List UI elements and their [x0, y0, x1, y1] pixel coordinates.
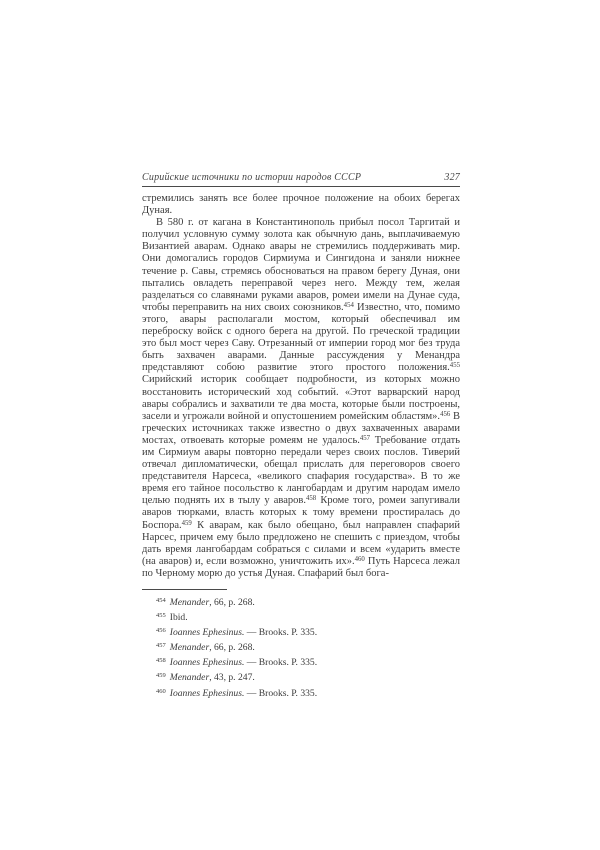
cited-work: Menander — [169, 642, 210, 654]
footnote — [142, 654, 460, 669]
text-run: , 43, p. 247. — [209, 672, 255, 684]
text-run: В греческих источниках также известно о двух захваченных аварами мостах, отвоевать которые ромеям не удалось. — [142, 410, 460, 446]
footnote-ref: 454 — [343, 301, 354, 309]
page-number: 327 — [444, 172, 460, 183]
text-run: стремились занять все более прочное положение на обоих берегах Дуная. — [142, 193, 460, 217]
footnote-ref: 459 — [181, 519, 192, 527]
footnote — [142, 594, 460, 609]
running-header-title: Сирийские источники по истории народов СССР — [142, 172, 362, 183]
text-run: Сирийский историк сообщает подробности, из которых можно восстановить исторический ход событий. «Этот варварский народ авары собрались и захватили те два моста, которые были построены, засели и угрожали войной и опустошением ромейским областям». — [142, 374, 460, 422]
footnote-separator — [142, 589, 227, 590]
footnote-number: 460 — [156, 687, 166, 695]
body-text — [142, 193, 460, 580]
footnote — [142, 669, 460, 684]
footnote-number: 459 — [156, 672, 166, 680]
footnote — [142, 609, 460, 624]
cited-work: Ioannes Ephesinus. — [169, 627, 245, 639]
text-run: Кроме того, ромеи запугивали аваров тюрками, власть которых к тому времени простиралась до Боспора. — [142, 495, 460, 531]
cited-work: Menander — [169, 672, 210, 684]
paragraph — [142, 217, 460, 580]
text-run: — Brooks. P. 335. — [244, 687, 318, 699]
text-run: Требование отдать им Сирмиум авары повторно передали через своих послов. Тиверий отвечал дипломатически, обещал прислать для переговоров своего представителя Нарсеса, «великого спафария государства». В то же время его тайное посольство к лангобардам и другим народам имело целью поднять их в тылу у аваров. — [142, 434, 460, 507]
footnote-ref: 456 — [440, 410, 451, 418]
footnote-number: 455 — [156, 612, 166, 620]
cited-work: Ioannes Ephesinus. — [169, 657, 245, 669]
cited-work: Menander — [169, 597, 210, 608]
header-rule — [142, 186, 460, 187]
text-run: , 66, p. 268. — [209, 597, 255, 608]
text-run: — Brooks. P. 335. — [244, 627, 318, 639]
footnote-number: 457 — [156, 642, 166, 650]
page-content — [142, 172, 460, 700]
paragraph — [142, 193, 460, 217]
footnote-ref: 457 — [359, 434, 371, 442]
text-run: В 580 г. от кагана в Константинополь прибыл посол Таргитай и получил условную сумму золота как обычную дань, выплачиваемую Византией аварам. Однако авары не стремились поддерживать мир. Они домогались городов Сирмиума и Сингидона и заняли нижнее течение р. Савы, стремясь обосноваться на правом берегу Дуная, они пытались овладеть переправой через него. Между тем, желая разделаться со славянами руками аваров, ромеи имели на Дунае суда, чтобы переправить на них своих союзников. — [142, 217, 460, 313]
cited-work: Ioannes Ephesinus. — [169, 687, 245, 699]
footnote-number: 456 — [156, 627, 166, 635]
footnotes — [142, 594, 460, 700]
footnote — [142, 685, 460, 700]
footnote — [142, 639, 460, 654]
footnote-ref: 458 — [306, 495, 317, 503]
text-run: , 66, p. 268. — [209, 642, 255, 654]
text-run: К аварам, как было обещано, был направлен спафарий Нарсес, причем ему было предложено не спешить с приездом, чтобы дать время лангобардам собраться с силами и всем «ударить вместе (на аваров) и, если возможно, уничтожить их». — [142, 519, 460, 567]
footnote-number: 454 — [156, 597, 166, 604]
footnote-ref: 455 — [449, 362, 460, 370]
footnote-ref: 460 — [354, 555, 365, 563]
text-run: Ibid. — [169, 612, 188, 624]
running-header — [142, 172, 460, 183]
text-run: Известно, что, помимо этого, авары располагали мостом, который обеспечивал им переброску войск с одного берега на другой. По греческой традиции это был мост через Саву. Отрезанный от империи город мог без труда быть захвачен аварами. Данные рассуждения у Менандра представляют собою развитие этого простого положения. — [142, 301, 460, 374]
footnote-number: 458 — [156, 657, 166, 665]
text-run: Путь Нарсеса лежал по Черному морю до устья Дуная. Спафарий был бога- — [142, 555, 460, 579]
footnote — [142, 624, 460, 639]
text-run: — Brooks. P. 335. — [244, 657, 318, 669]
